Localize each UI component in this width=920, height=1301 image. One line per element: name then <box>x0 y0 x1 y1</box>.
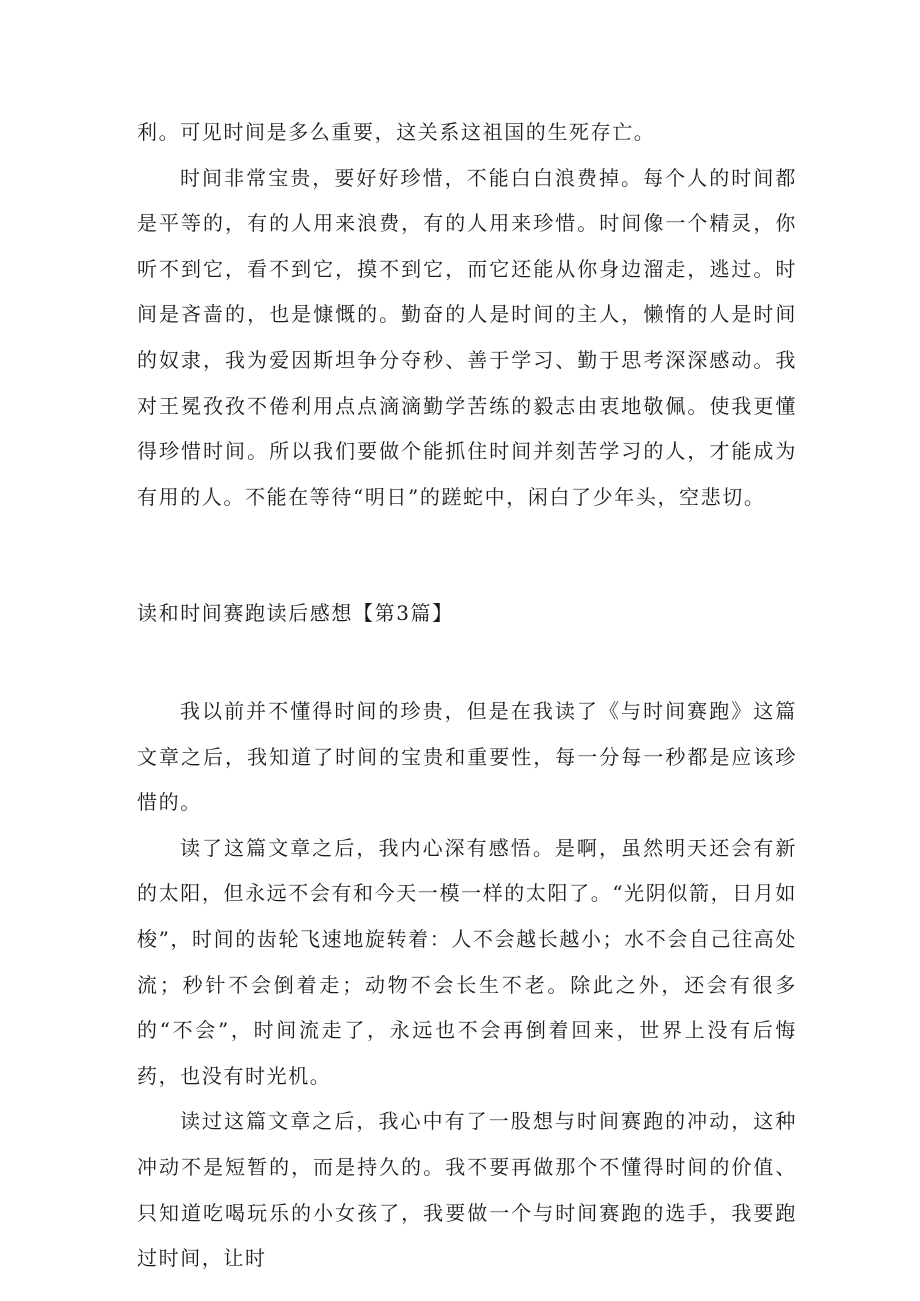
body-paragraph: 时间非常宝贵，要好好珍惜，不能白白浪费掉。每个人的时间都是平等的，有的人用来浪费，有的人用来珍惜。时间像一个精灵，你听不到它，看不到它，摸不到它，而它还能从你身边溜走，逃过。时间是吝啬的，也是慷慨的。勤奋的人是时间的主人，懒惰的人是时间的奴隶，我为爱因斯坦争分夺秒、善于学习、勤于思考深深感动。我对王冕孜孜不倦利用点点滴滴勤学苦练的毅志由衷地敬佩。使我更懂得珍惜时间。所以我们要做个能抓住时间并刻苦学习的人，才能成为有用的人。不能在等待“明日”的蹉蛇中，闲白了少年头，空悲切。 <box>137 165 797 509</box>
section-heading: 读和时间赛跑读后感想【第3篇】 <box>137 601 454 625</box>
continuation-paragraph: 利。可见时间是多么重要，这关系这祖国的生死存亡。 <box>137 120 656 144</box>
body-paragraph: 读了这篇文章之后，我内心深有感悟。是啊，虽然明天还会有新的太阳，但永远不会有和今天一模一样的太阳了。“光阴似箭，日月如梭”，时间的齿轮飞速地旋转着：人不会越长越小；水不会自己往高处流；秒针不会倒着走；动物不会长生不老。除此之外，还会有很多的“不会”，时间流走了，永远也不会再倒着回来，世界上没有后悔药，也没有时光机。 <box>137 835 797 1088</box>
body-paragraph: 我以前并不懂得时间的珍贵，但是在我读了《与时间赛跑》这篇文章之后，我知道了时间的宝贵和重要性，每一分每一秒都是应该珍惜的。 <box>137 699 797 815</box>
essay-part-1 <box>137 110 797 520</box>
body-paragraph: 读过这篇文章之后，我心中有了一股想与时间赛跑的冲动，这种冲动不是短暂的，而是持久的。我不要再做那个不懂得时间的价值、只知道吃喝玩乐的小女孩了，我要做一个与时间赛跑的选手，我要跑过时间，让时 <box>137 1109 797 1271</box>
essay-part-2 <box>137 689 797 1282</box>
